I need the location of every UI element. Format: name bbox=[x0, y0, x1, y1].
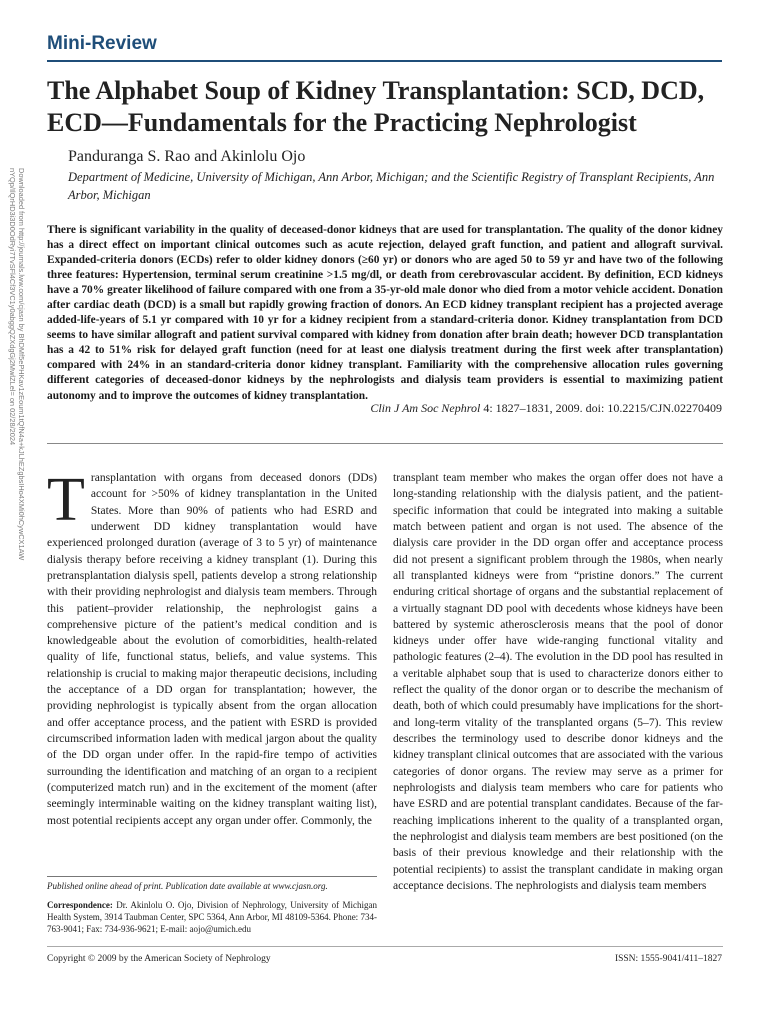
body-text-left: ransplantation with organs from deceased donors (DDs) account for >50% of kidney transplantation in the United States. More than 90% of patients who had ESRD and underwent DD kidney transplantation would have experienced prolonged duration (average of 3 to 5 yr) of maintenance dialysis therapy before receiving a kidney transplant (1). During this pretransplantation dialysis spell, patients develop a strong relationship with their providing nephrologist and dialysis team members. Through this patient–provider relationship, the nephrologist gains a comprehensive picture of the patient’s medical condition and is knowledgeable about the evolution of comorbidities, health-related quality of life, functional status, beliefs, and value systems. This relationship is crucial to making major therapeutic decisions, including the acceptance of a DD organ for transplantation; however, the providing nephrologist is typically absent from the organ allocation and offer acceptance process, and the patient with ESRD is provided circumscribed information laden with medical jargon about the quality of the DD organ under offer. In the rapid-fire tempo of activities surrounding the identification and matching of an organ to a recipient (computerized match run) and in the excitement of the moment (after seemingly interminable waiting on the kidney transplant waiting list), most potential recipients accept any organ under offer. Commonly, the bbox=[47, 472, 377, 827]
article-authors: Panduranga S. Rao and Akinlolu Ojo bbox=[68, 148, 306, 165]
correspondence-text: Dr. Akinlolu O. Ojo, Division of Nephrology, University of Michigan Health System, 3914 Taubman Center, SPC 5364, Ann Arbor, MI 48109-5364. Phone: 734-763-9041; Fax: 734-936-9621; E-mail: aojo@umich.edu bbox=[47, 900, 377, 934]
abstract: There is significant variability in the quality of deceased-donor kidneys that are used for transplantation. The quality of the donor kidney has a direct effect on important clinical outcomes such as acute rejection, delayed graft function, and patient and allograft survival. Expanded-criteria donors (ECDs) refer to older kidney donors (≥60 yr) or donors who are aged 50 to 59 yr and have two of the following three features: Hypertension, terminal serum creatinine >1.5 mg/dl, or death from cerebrovascular accident. By definition, ECD kidneys have a 70% greater likelihood of failure compared with one from a 35-yr-old male donor who died from a motor vehicle accident. Donation after cardiac death (DCD) is a small but rapidly growing fraction of donors. An ECD kidney transplant recipient has a projected average added-life-years of 5.1 yr compared with 10 yr for a kidney recipient from a standard-criteria donor. Kidney transplantation from DCD seems to have similar allograft and patient survival compared with kidney from donation after brain death; however DCD transplantation has a 42 to 51% risk for delayed graft function (need for at least one dialysis treatment during the first week after transplantation) compared with 24% in an standard-criteria donor kidney transplant. Familiarity with the comprehensive allocation rules governing different categories of deceased-donor kidneys by the nephrologists and dialysis team providers is essential to maximizing patient autonomy and to improve the outcomes of kidney transplantation. bbox=[47, 224, 723, 402]
header-rule bbox=[47, 60, 722, 62]
copyright: Copyright © 2009 by the American Society of Nephrology bbox=[47, 954, 271, 964]
abstract-divider bbox=[47, 443, 723, 444]
footnote-rule bbox=[47, 876, 377, 877]
footnote-correspondence bbox=[47, 899, 377, 935]
correspondence-label: Correspondence: bbox=[47, 900, 113, 910]
citation-details: 4: 1827–1831, 2009. doi: 10.2215/CJN.02270409 bbox=[480, 401, 722, 415]
issn: ISSN: 1555-9041/411–1827 bbox=[614, 954, 722, 964]
author-affiliation: Department of Medicine, University of Michigan, Ann Arbor, Michigan; and the Scientific Registry of Transplant Recipients, Ann Arbor, Michigan bbox=[68, 170, 715, 202]
body-column-left bbox=[47, 466, 377, 829]
citation-journal: Clin J Am Soc Nephrol bbox=[370, 401, 481, 415]
download-line-1: Downloaded from http://journals.lww.com/cjasn by BhDMf5ePHKav1zEoum1tQfN4a+kJLhEZgbsIHo4XMi0hCywCX1AW bbox=[17, 168, 26, 561]
footnote-published: Published online ahead of print. Publication date available at www.cjasn.org. bbox=[47, 881, 328, 891]
download-line-2: nYQp/IlQrHD3i3D0OdRyi7TvSFl4Cf3VC1y0abggQZXdgGj2MwlZLel= on 02/28/2024 bbox=[8, 168, 17, 446]
footer-rule bbox=[47, 946, 723, 947]
citation bbox=[370, 401, 722, 416]
body-column-right: transplant team member who makes the organ offer does not have a long-standing relationship with the dialysis patient, and the patient-specific information that could be integrated into making a suitable match between patient and organ is not used. The absence of the dialysis care provider in the DD organ offer and acceptance process did not present a significant problem through the 1980s, when nearly all transplanted kidneys were from “pristine donors.” The current enduring critical shortage of organs and the substantial replacement of a virtually stagnant DD pool with decedents whose kidneys have been battered by systemic atherosclerosis means that the pool of donor kidneys under offer have wide-ranging functional vitality and pathologic features (2–4). The evolution in the DD pool has resulted in a veritable alphabet soup that is used to characterize donors either to reflect the quality of the donor organ or to describe the mechanism of death, both of which could presumably have implications for the short- and long-term vitality of the transplanted organs (5–7). This review describes the terminology used to describe donor kidneys and the kidney transplant clinical outcomes that are associated with the various categories of donor organs. The review may serve as a primer for nephrologists and dialysis team members who care for patients who have ESRD and are potential transplant candidates. Because of the far-reaching implications inherent to the quality of a transplanted organ, the nephrologist and dialysis team members are best positioned (on the basis of their previous knowledge and their relationship with the potential recipients) to assist the transplant candidate in making organ acceptance decisions. The nephrologists and dialysis team members bbox=[393, 472, 723, 892]
download-watermark bbox=[8, 168, 26, 788]
drop-cap: T bbox=[47, 466, 85, 534]
article-title: The Alphabet Soup of Kidney Transplantation: SCD, DCD, ECD—Fundamentals for the Practicing Nephrologist bbox=[47, 76, 705, 137]
section-label: Mini-Review bbox=[47, 33, 157, 54]
